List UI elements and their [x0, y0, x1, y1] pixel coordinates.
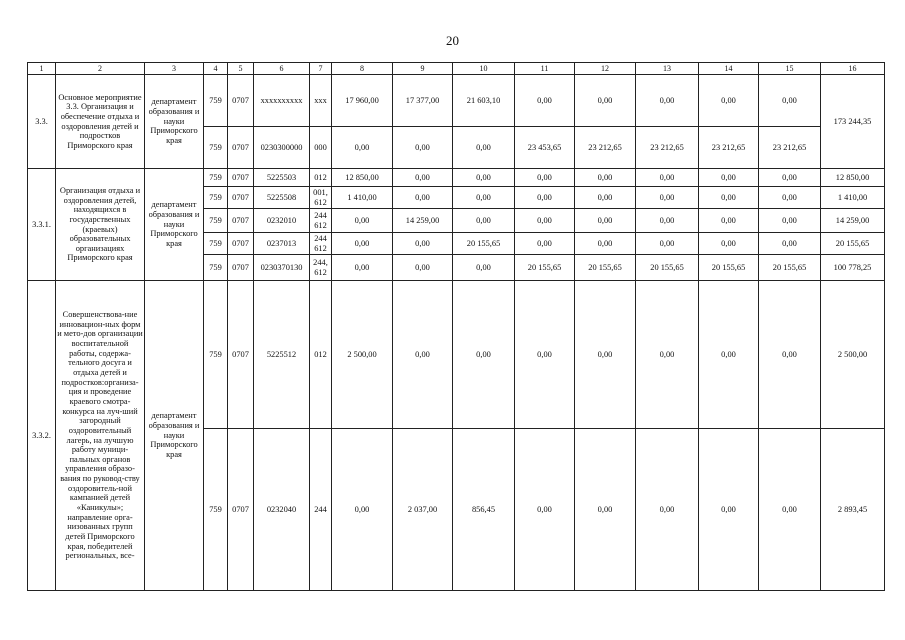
table-cell: 20 155,65: [759, 255, 821, 281]
table-cell: 0,00: [332, 429, 393, 591]
header-cell: 9: [393, 63, 453, 75]
table-cell: 0,00: [759, 187, 821, 209]
table-cell: 1 410,00: [821, 187, 885, 209]
table-cell: 20 155,65: [821, 233, 885, 255]
header-cell: 1: [28, 63, 56, 75]
table-cell: 012: [310, 281, 332, 429]
table-cell: 0,00: [575, 75, 636, 127]
table-cell: 0,00: [332, 233, 393, 255]
table-cell: 0,00: [575, 187, 636, 209]
table-cell: 20 155,65: [636, 255, 699, 281]
table-cell: 21 603,10: [453, 75, 515, 127]
table-cell: 14 259,00: [393, 209, 453, 233]
table-cell: 0,00: [515, 429, 575, 591]
row-description: Совершенствова-ние инновацион-ных форм и мето-дов организации воспитательной работы, содержа-тельного досуга и отдыха детей и подростков:организа-ция и проведение краевого смотра-конкурса на луч-ший загородный оздоровительный лагерь, на лучшую работу муници-пальных органов управления образо-вания по руковод-ству оздоровитель-ной кампанией детей «Каникулы»; направление орга-низованных групп детей Приморского края, победителей региональных, все-: [56, 281, 145, 591]
table-cell: 0707: [228, 281, 254, 429]
table-cell: 2 500,00: [821, 281, 885, 429]
header-cell: 8: [332, 63, 393, 75]
table-cell: 759: [204, 209, 228, 233]
header-row: [28, 63, 885, 75]
table-cell: 0,00: [575, 281, 636, 429]
table-cell: xxx: [310, 75, 332, 127]
table-cell: 0,00: [636, 281, 699, 429]
table-cell: 0,00: [393, 281, 453, 429]
table-cell: 0,00: [759, 75, 821, 127]
table-row: [28, 281, 885, 429]
table-cell: 17 377,00: [393, 75, 453, 127]
table-cell: 244 612: [310, 233, 332, 255]
table-cell: 0,00: [759, 429, 821, 591]
table-cell: 5225503: [254, 169, 310, 187]
table-cell: 0232010: [254, 209, 310, 233]
table-cell: 0,00: [699, 75, 759, 127]
table-cell: 0707: [228, 187, 254, 209]
table-cell: 0,00: [332, 255, 393, 281]
table-cell: 0232040: [254, 429, 310, 591]
table-cell: 0,00: [515, 169, 575, 187]
table-cell: 0,00: [699, 429, 759, 591]
row-description: Организация отдыха и оздоровления детей, находящихся в государственных (краевых) образовательных организациях Приморского края: [56, 169, 145, 281]
row-total: 173 244,35: [821, 75, 885, 169]
table-cell: 244: [310, 429, 332, 591]
table-cell: 5225512: [254, 281, 310, 429]
table-cell: 5225508: [254, 187, 310, 209]
table-cell: 759: [204, 169, 228, 187]
table-cell: 0,00: [515, 233, 575, 255]
table-cell: 2 500,00: [332, 281, 393, 429]
table-cell: 0,00: [699, 187, 759, 209]
table-cell: 759: [204, 75, 228, 127]
table-cell: 0,00: [515, 187, 575, 209]
table-cell: 0,00: [575, 169, 636, 187]
header-cell: 13: [636, 63, 699, 75]
table-cell: 0,00: [393, 127, 453, 169]
table-cell: 0,00: [636, 429, 699, 591]
budget-table: [27, 62, 885, 591]
table-cell: 0,00: [453, 187, 515, 209]
table-cell: 0,00: [393, 169, 453, 187]
header-cell: 5: [228, 63, 254, 75]
table-cell: 12 850,00: [821, 169, 885, 187]
table-cell: 2 893,45: [821, 429, 885, 591]
table-cell: 100 778,25: [821, 255, 885, 281]
table-cell: 012: [310, 169, 332, 187]
header-cell: 11: [515, 63, 575, 75]
header-cell: 16: [821, 63, 885, 75]
table-cell: 0,00: [699, 233, 759, 255]
table-cell: 23 212,65: [636, 127, 699, 169]
table-cell: 759: [204, 127, 228, 169]
table-cell: 20 155,65: [699, 255, 759, 281]
table-cell: 0707: [228, 127, 254, 169]
table-cell: 759: [204, 233, 228, 255]
table-cell: 0,00: [453, 255, 515, 281]
header-cell: 7: [310, 63, 332, 75]
table-cell: 0,00: [759, 209, 821, 233]
header-cell: 4: [204, 63, 228, 75]
table-cell: 244, 612: [310, 255, 332, 281]
table-cell: 0707: [228, 429, 254, 591]
table-cell: 0707: [228, 169, 254, 187]
header-cell: 3: [145, 63, 204, 75]
row-description: Основное мероприятие 3.3. Организация и обеспечение отдыха и оздоровления детей и подростков Приморского края: [56, 75, 145, 169]
row-code: 3.3.: [28, 75, 56, 169]
table-cell: 0,00: [759, 169, 821, 187]
table-cell: 12 850,00: [332, 169, 393, 187]
table-cell: 20 155,65: [575, 255, 636, 281]
table-cell: 0,00: [332, 209, 393, 233]
table-cell: 0,00: [636, 187, 699, 209]
table-cell: 23 453,65: [515, 127, 575, 169]
table-cell: 759: [204, 281, 228, 429]
page-number: 20: [446, 33, 459, 48]
table-cell: 0,00: [699, 169, 759, 187]
table-cell: 23 212,65: [759, 127, 821, 169]
table-cell: 0,00: [515, 209, 575, 233]
table-cell: 0,00: [453, 127, 515, 169]
table-cell: 001, 612: [310, 187, 332, 209]
table-cell: 0707: [228, 255, 254, 281]
table-cell: 20 155,65: [515, 255, 575, 281]
table-cell: 0,00: [636, 233, 699, 255]
table-cell: 0,00: [515, 281, 575, 429]
table-cell: 0,00: [699, 281, 759, 429]
table-cell: 244 612: [310, 209, 332, 233]
department-cell: департамент образования и науки Приморского края: [145, 281, 204, 591]
table-row: [28, 75, 885, 127]
row-code: 3.3.1.: [28, 169, 56, 281]
table-cell: 1 410,00: [332, 187, 393, 209]
table-cell: 0237013: [254, 233, 310, 255]
header-cell: 6: [254, 63, 310, 75]
table-cell: 0,00: [636, 169, 699, 187]
table-cell: 0,00: [393, 187, 453, 209]
header-cell: 10: [453, 63, 515, 75]
table-cell: 0,00: [393, 233, 453, 255]
table-cell: 0707: [228, 209, 254, 233]
header-cell: 12: [575, 63, 636, 75]
table-cell: 0,00: [759, 233, 821, 255]
table-cell: 0230300000: [254, 127, 310, 169]
table-cell: 0,00: [699, 209, 759, 233]
table-cell: 2 037,00: [393, 429, 453, 591]
table-cell: 000: [310, 127, 332, 169]
table-cell: 0,00: [332, 127, 393, 169]
table-cell: 0707: [228, 75, 254, 127]
header-cell: 15: [759, 63, 821, 75]
table-cell: 0,00: [453, 281, 515, 429]
table-cell: 759: [204, 187, 228, 209]
table-cell: 0707: [228, 233, 254, 255]
table-cell: 0,00: [759, 281, 821, 429]
table-cell: 0230370130: [254, 255, 310, 281]
table-cell: 759: [204, 255, 228, 281]
table-cell: 0,00: [575, 429, 636, 591]
header-cell: 2: [56, 63, 145, 75]
table-cell: 20 155,65: [453, 233, 515, 255]
table-cell: 17 960,00: [332, 75, 393, 127]
table-cell: 23 212,65: [699, 127, 759, 169]
table-cell: 0,00: [575, 209, 636, 233]
table-cell: 0,00: [515, 75, 575, 127]
table-cell: 0,00: [453, 169, 515, 187]
table-cell: 0,00: [453, 209, 515, 233]
table-cell: 0,00: [575, 233, 636, 255]
table-cell: 14 259,00: [821, 209, 885, 233]
table-cell: 0,00: [636, 75, 699, 127]
table-cell: 856,45: [453, 429, 515, 591]
header-cell: 14: [699, 63, 759, 75]
table-cell: 759: [204, 429, 228, 591]
row-code: 3.3.2.: [28, 281, 56, 591]
department-cell: департамент образования и науки Приморского края: [145, 169, 204, 281]
table-cell: 0,00: [636, 209, 699, 233]
department-cell: департамент образования и науки Приморского края: [145, 75, 204, 169]
table-cell: 0,00: [393, 255, 453, 281]
table-cell: xxxxxxxxxx: [254, 75, 310, 127]
table-row: [28, 169, 885, 187]
table-cell: 23 212,65: [575, 127, 636, 169]
